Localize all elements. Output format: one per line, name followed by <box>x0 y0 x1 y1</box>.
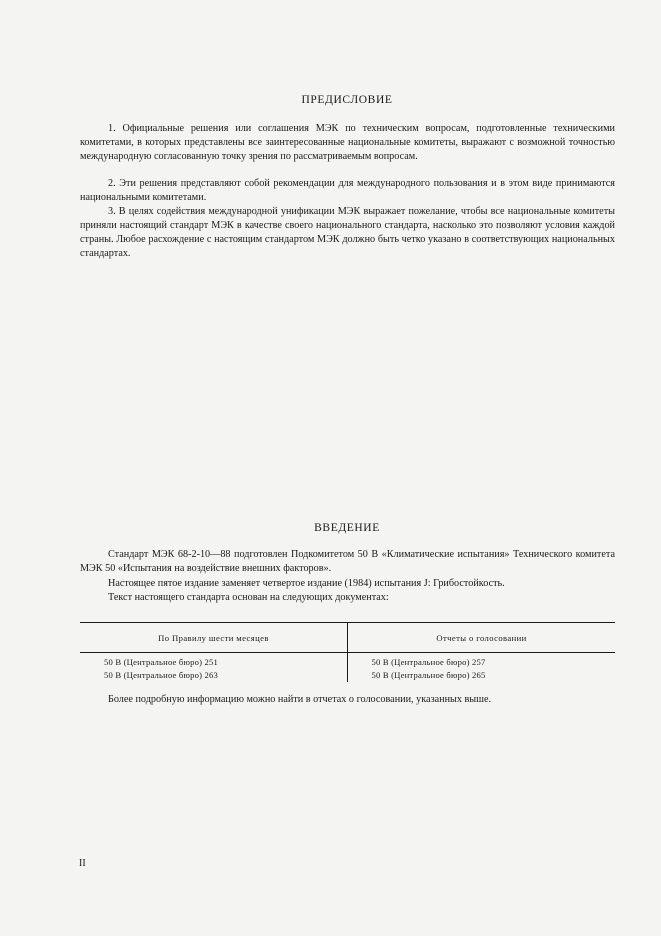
page-number: II <box>79 858 86 869</box>
foreword-item-2: 2. Эти решения представляют собой рекомендации для международного пользования и в этом виде принимаются национальными комитетами. <box>80 178 615 203</box>
documents-table <box>80 622 615 682</box>
table-header-row <box>80 623 615 653</box>
introduction-paragraph-1: Стандарт МЭК 68-2-10—88 подготовлен Подкомитетом 50 В «Климатические испытания» Технического комитета МЭК 50 «Испытания на воздействие внешних факторов». <box>80 549 615 574</box>
table-cell: 50 В (Центральное бюро) 265 <box>371 670 486 680</box>
table-column-voting-reports <box>348 653 616 682</box>
table-body <box>80 653 615 682</box>
table-cell: 50 В (Центральное бюро) 257 <box>371 657 486 667</box>
table-column-six-month-rule <box>80 653 348 682</box>
introduction-paragraph-3: Текст настоящего стандарта основан на следующих документах: <box>108 592 389 603</box>
introduction-closing: Более подробную информацию можно найти в отчетах о голосовании, указанных выше. <box>108 694 492 705</box>
introduction-paragraph-2: Настоящее пятое издание заменяет четвертое издание (1984) испытания J: Грибостойкость. <box>108 578 505 589</box>
foreword-title: ПРЕДИСЛОВИЕ <box>301 94 393 106</box>
foreword-item-3: 3. В целях содействия международной унификации МЭК выражает пожелание, чтобы все национальные комитеты приняли настоящий стандарт МЭК в качестве своего национального стандарта, насколько это позволяют условия каждой страны. Любое расхождение с настоящим стандартом МЭК должно быть четко указано в соответствующих национальных стандартах. <box>80 206 615 259</box>
foreword-item-1: 1. Официальные решения или соглашения МЭК по техническим вопросам, подготовленные техническими комитетами, в которых представлены все заинтересованные национальные комитеты, выражают с возможной точностью международную согласованную точку зрения по рассматриваемым вопросам. <box>80 123 615 162</box>
table-cell: 50 В (Центральное бюро) 251 <box>104 657 219 667</box>
introduction-title: ВВЕДЕНИЕ <box>314 522 380 534</box>
table-header-voting-reports: Отчеты о голосовании <box>436 632 527 643</box>
table-header-six-month-rule: По Правилу шести месяцев <box>80 623 348 652</box>
table-cell: 50 В (Центральное бюро) 263 <box>104 670 219 680</box>
